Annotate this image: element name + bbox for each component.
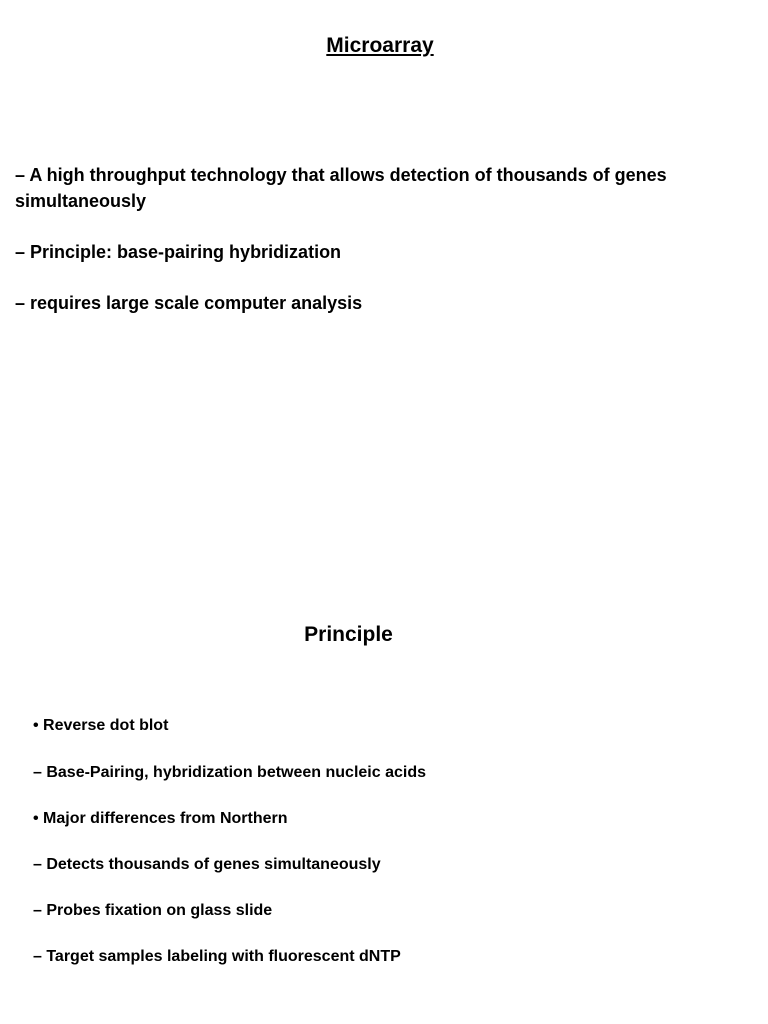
principle-item-base-pairing: – Base-Pairing, hybridization between nucleic acids	[33, 764, 426, 781]
intro-item-definition: – A high throughput technology that allows detection of thousands of genes simultaneously	[15, 165, 667, 211]
principle-item-detects-genes: – Detects thousands of genes simultaneously	[33, 856, 381, 873]
principle-item-target-labeling: – Target samples labeling with fluorescent dNTP	[33, 948, 401, 965]
principle-item-reverse-dot-blot: • Reverse dot blot	[33, 717, 169, 734]
intro-item-principle: – Principle: base-pairing hybridization	[15, 242, 342, 262]
intro-item-analysis: – requires large scale computer analysis	[15, 293, 363, 313]
section-title-principle: Principle	[304, 623, 393, 646]
principle-item-probes-fixation: – Probes fixation on glass slide	[33, 902, 273, 919]
page-title: Microarray	[326, 34, 434, 57]
principle-item-major-differences: • Major differences from Northern	[33, 810, 288, 827]
